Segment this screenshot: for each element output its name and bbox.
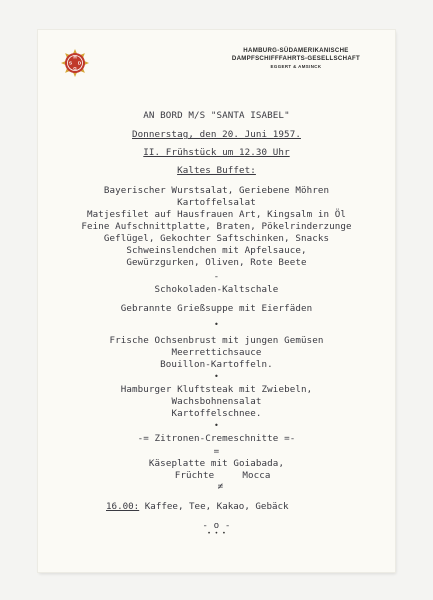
course-fruits: Früchte (174, 470, 215, 481)
menu-card (38, 30, 395, 572)
afternoon-coffee (106, 501, 366, 512)
course-main-2: Kartoffelschnee. (171, 408, 262, 419)
course-cheese: Käseplatte mit Goiabada, (148, 458, 285, 469)
buffet-item: Geflügel, Gekochter Saftschinken, Snacks (103, 233, 330, 244)
ship-name: AN BORD M/S "SANTA ISABEL" (143, 110, 290, 121)
course-dessert-soup: Schokoladen-Kaltschale (154, 284, 279, 295)
menu-date: Donnerstag, den 20. Juni 1957. (132, 129, 301, 140)
course-main-2: Hamburger Kluftsteak mit Zwiebeln, (120, 384, 313, 395)
company-name-line2: DAMPFSCHIFFFAHRTS-GESELLSCHAFT (231, 55, 361, 62)
section-heading: Kaltes Buffet: (177, 165, 256, 176)
coffee-time: 16.00: (106, 501, 140, 512)
company-name-line1: HAMBURG-SÜDAMERIKANISCHE (243, 47, 349, 54)
separator-dash: - (213, 271, 220, 282)
logo-letter: S (68, 60, 73, 66)
coffee-items: Kaffee, Tee, Kakao, Gebäck (144, 501, 289, 512)
buffet-item: Gewürzgurken, Oliven, Rote Beete (126, 257, 307, 268)
course-main-2: Wachsbohnensalat (171, 396, 262, 407)
buffet-item: Schweinslendchen mit Apfelsauce, (126, 245, 307, 256)
separator-dot: • (214, 320, 219, 329)
end-mark: - o - (202, 520, 231, 531)
buffet-item: Bayerischer Wurstsalat, Geriebene Möhren (103, 185, 330, 196)
separator-not-equal: ≠ (217, 481, 224, 492)
course-mocca: Mocca (242, 470, 271, 481)
company-logo-icon (60, 48, 90, 78)
buffet-item: Kartoffelsalat (177, 197, 256, 208)
course-main-1: Frische Ochsenbrust mit jungen Gemüsen (109, 335, 324, 346)
course-soup: Gebrannte Grießsuppe mit Eierfäden (120, 303, 313, 314)
separator-dot: • (214, 372, 219, 381)
meal-time: II. Frühstück um 12.30 Uhr (143, 147, 290, 158)
logo-letter: D (77, 60, 82, 66)
company-owners: EGGERT & AMSINCK (270, 64, 322, 69)
logo-letter: H (73, 54, 77, 60)
separator-dot: • (214, 421, 219, 430)
logo-letter: G (73, 66, 77, 71)
end-dots: • • • (207, 530, 226, 537)
course-dessert: -= Zitronen-Cremeschnitte =- (137, 433, 296, 444)
buffet-item: Feine Aufschnittplatte, Braten, Pökelrinderzunge (81, 221, 352, 232)
buffet-item: Matjesfilet auf Hausfrauen Art, Kingsalm in Öl (86, 209, 347, 220)
course-main-1: Bouillon-Kartoffeln. (160, 359, 273, 370)
separator-equals: = (213, 446, 220, 457)
course-main-1: Meerrettichsauce (171, 347, 262, 358)
company-letterhead (208, 47, 384, 70)
